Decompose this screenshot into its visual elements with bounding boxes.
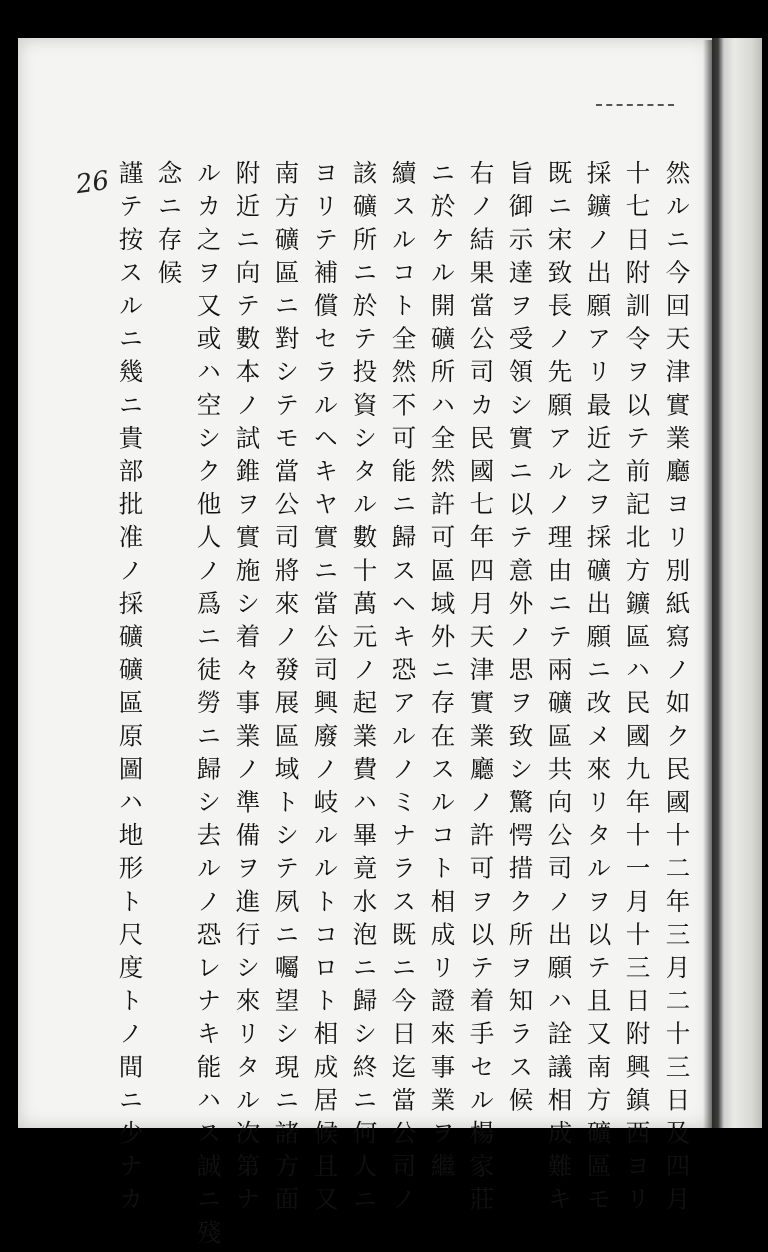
text-column-7: ニ於ケル開礦所ハ全然許可區域外ニ存在スルコト相成リ證來事業ヲ繼	[427, 160, 457, 1187]
text-column-8: 續スルコト全然不可能ニ歸スヘキ恐アルノミナラス既ニ今日迄當公司ノ	[388, 160, 418, 1220]
text-column-10: ヨリテ補償セラルヘキヤ實ニ當公司興廢ノ岐ルルトコロト相成居候且又	[310, 160, 340, 1220]
text-column-6: 右ノ結果當公司カ民國七年四月天津實業廳ノ許可ヲ以テ着手セル楊家莊	[466, 160, 496, 1220]
text-column-15: 謹テ按スルニ幾ニ貴部批准ノ採礦礦區原圖ハ地形ト尺度トノ間ニ少ナカ	[115, 160, 145, 1220]
text-column-4: 既ニ宋致長ノ先願アルノ理由ニテ兩礦區共向公司ノ出願ハ詮議相成難キ	[544, 160, 574, 1220]
text-column-3: 採鑛ノ出願アリ最近之ヲ採礦出願ニ改メ來リタルヲ以テ且又南方礦區モ	[583, 160, 613, 1220]
handwritten-page-number: 26	[74, 165, 112, 201]
ink-mark	[596, 104, 674, 109]
text-column-5: 旨御示達ヲ受領シ實ニ以テ意外ノ思ヲ致シ驚愕措ク所ヲ知ラス候	[505, 160, 535, 1120]
text-column-1: 然ルニ今回天津實業廳ヨリ別紙寫ノ如ク民國十二年三月二十三日及四月	[662, 160, 692, 1220]
text-column-9: 該礦所ニ於テ投資シタル數十萬元ノ起業費ハ畢竟水泡ニ歸シ終ニ何人ニ	[349, 160, 379, 1220]
text-column-2: 十七日附訓令ヲ以テ前記北方鑛區ハ民國九年十一月十三日附興鎮西ヨリ	[622, 160, 652, 1220]
text-column-11: 南方礦區ニ對シテモ當公司將來ノ發展區域トシテ夙ニ囑望シ現ニ諸方面	[271, 160, 301, 1220]
text-column-12: 附近ニ向テ數本ノ試錐ヲ實施シ着々事業ノ準備ヲ進行シ來リタル次第ナ	[232, 160, 262, 1220]
text-column-14: 念ニ存候	[154, 160, 184, 293]
book-edge	[712, 38, 762, 1128]
text-column-13: ルカ之ヲ又或ハ空シク他人ノ爲ニ徒勞ニ歸シ去ルノ恐レナキ能ハス誠ニ殘	[193, 160, 223, 1252]
